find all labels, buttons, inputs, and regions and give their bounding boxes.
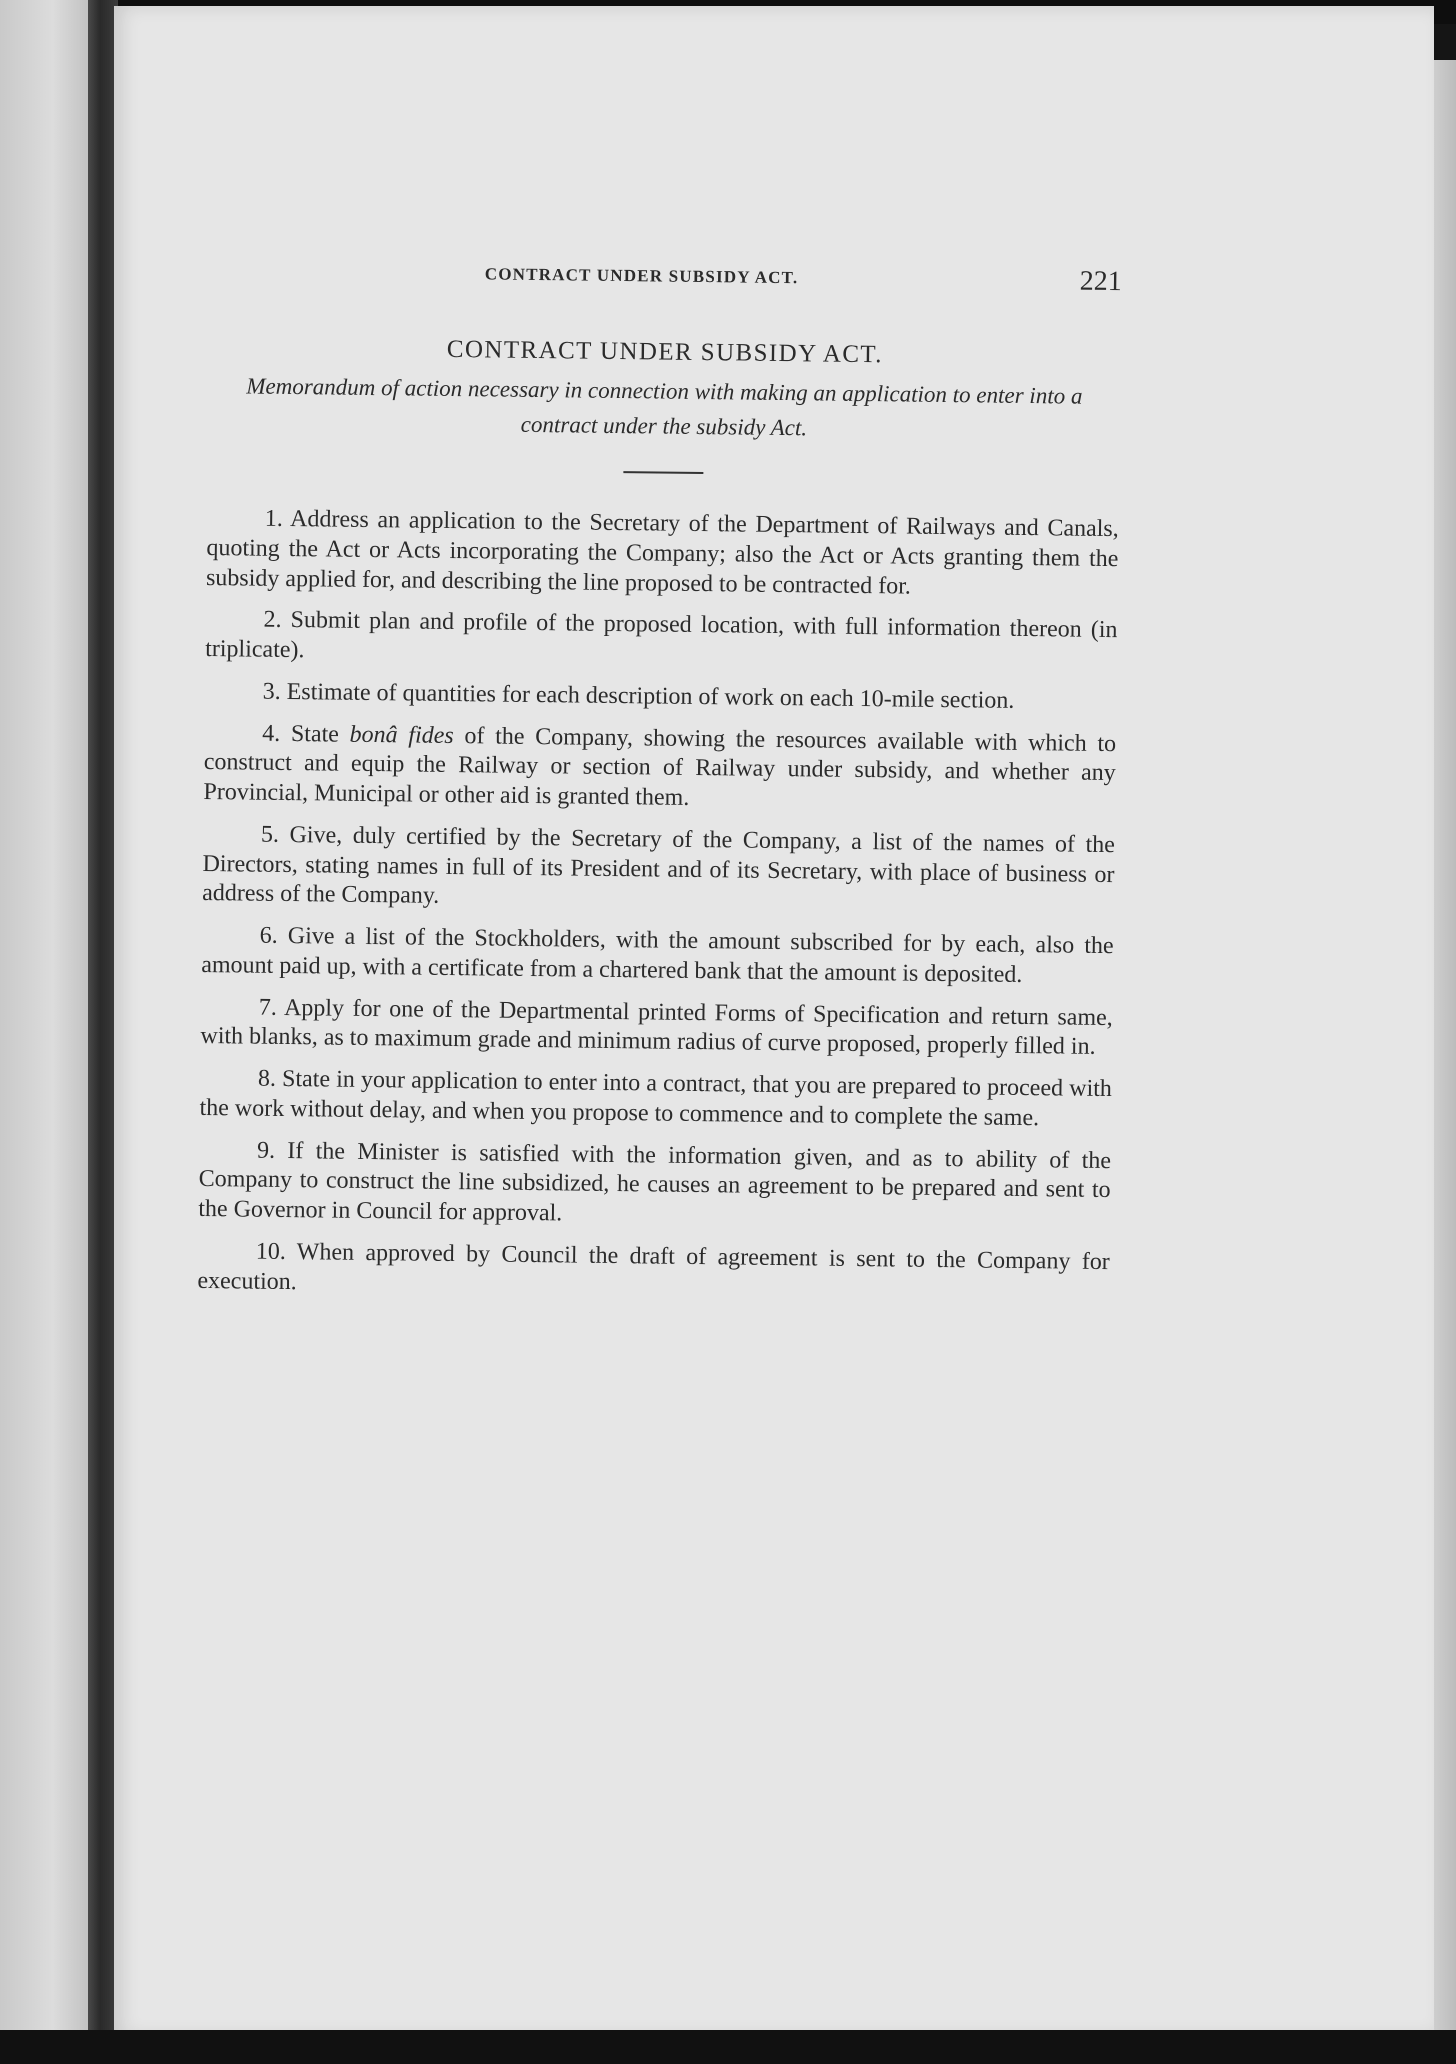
numbered-paragraph-2: 2. Submit plan and profile of the proposed location, with full information thereon (in triplicate). bbox=[205, 606, 1118, 664]
section-title: CONTRACT UNDER SUBSIDY ACT. bbox=[446, 335, 883, 369]
memorandum-subtitle: Memorandum of action necessary in connection with making an application to enter into a contract under the subsidy Act. bbox=[246, 373, 1083, 440]
numbered-paragraph-7: 7. Apply for one of the Departmental printed Forms of Specification and return same, with blanks, as to maximum grade and minimum radius of curve proposed, properly filled in. bbox=[200, 994, 1113, 1061]
numbered-paragraph-3: 3. Estimate of quantities for each description of work on each 10-mile section. bbox=[262, 678, 1015, 714]
paragraph-4-lead: 4. State bbox=[262, 720, 350, 748]
running-head-title: CONTRACT UNDER SUBSIDY ACT. bbox=[484, 264, 799, 288]
page-content bbox=[197, 255, 1122, 1319]
numbered-paragraph-10: 10. When approved by Council the draft of agreement is sent to the Company for execution. bbox=[197, 1238, 1110, 1295]
paragraph-4-rest: of the Company, showing the resources available with which to construct and equip the Railway or section of Railway under subsidy, and whether any Provincial, Municipal or other aid is granted them. bbox=[203, 722, 1117, 811]
running-head bbox=[209, 255, 1121, 312]
facing-page-edge bbox=[0, 0, 96, 2064]
divider-rule bbox=[623, 471, 703, 474]
scanner-background-bottom bbox=[0, 2030, 1456, 2064]
bona-fides-italic: bonâ fides bbox=[349, 721, 454, 749]
numbered-paragraph-4 bbox=[203, 718, 1116, 818]
numbered-paragraph-9: 9. If the Minister is satisfied with the information given, and as to ability of the Company to construct the line subsidized, he causes an agreement to be prepared and sent to the Governor in Council for approval. bbox=[198, 1137, 1112, 1227]
numbered-paragraph-8: 8. State in your application to enter into a contract, that you are prepared to proceed with the work without delay, and when you propose to commence and to complete the same. bbox=[199, 1065, 1113, 1131]
numbered-paragraph-5: 5. Give, duly certified by the Secretary of the Company, a list of the names of the Directors, stating names in full of its President and of its Secretary, with place of business or address of the Company. bbox=[202, 821, 1116, 910]
page-number: 221 bbox=[1079, 265, 1122, 298]
numbered-paragraph-6: 6. Give a list of the Stockholders, with the amount subscribed for by each, also the amount paid up, with a certificate from a chartered bank that the amount is deposited. bbox=[201, 922, 1114, 988]
numbered-paragraph-1: 1. Address an application to the Secretary of the Department of Railways and Canals, quoting the Act or Acts incorporating the Company; also the Act or Acts granting them the subsidy applied for, and describing the line proposed to be contracted for. bbox=[205, 505, 1119, 600]
